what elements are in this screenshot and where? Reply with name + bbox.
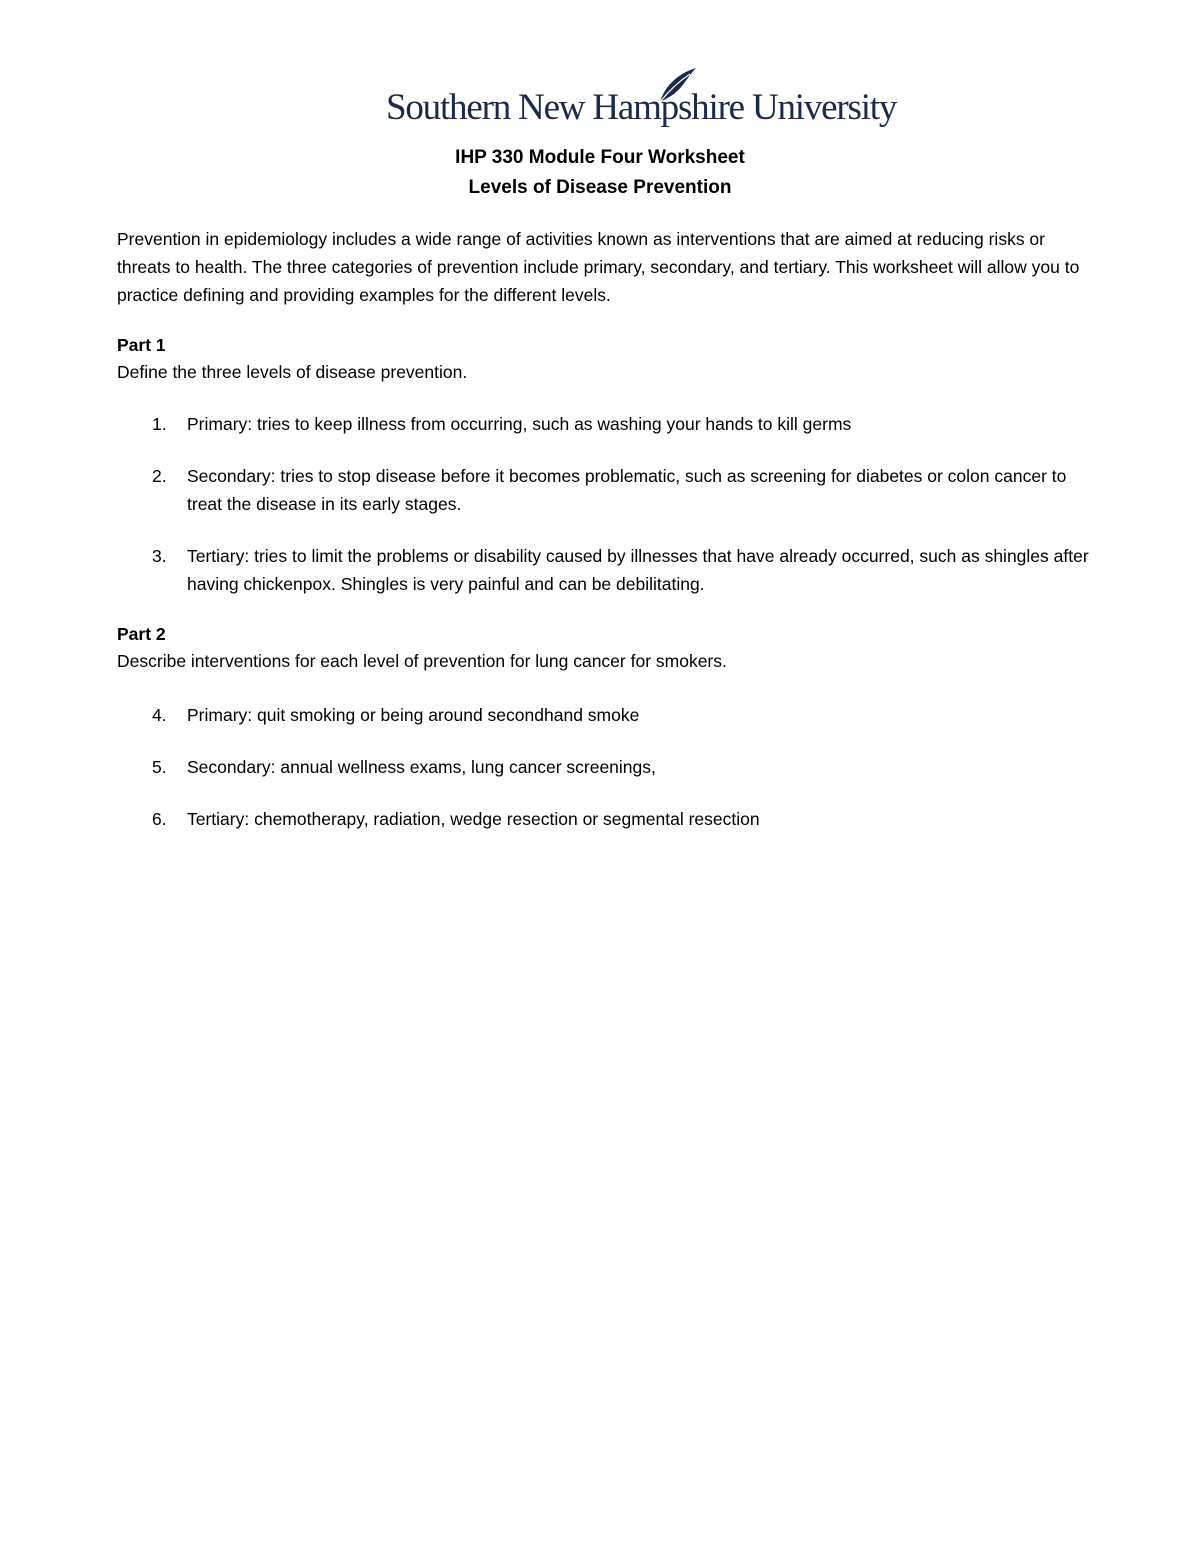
list-item-number: 5. xyxy=(152,757,167,777)
list-item-text: Tertiary: tries to limit the problems or disability caused by illnesses that have already occurred, such as shingles after having chickenpox. Shingles is very painful and can be debilitating. xyxy=(187,546,1089,594)
document-subtitle: Levels of Disease Prevention xyxy=(468,177,732,198)
list-item xyxy=(117,410,1097,438)
list-item-number: 2. xyxy=(152,466,167,486)
list-item-text: Secondary: annual wellness exams, lung cancer screenings, xyxy=(187,757,656,777)
list-item-text: Primary: tries to keep illness from occurring, such as washing your hands to kill germs xyxy=(187,414,852,434)
part2-instruction: Describe interventions for each level of prevention for lung cancer for smokers. xyxy=(117,651,727,671)
university-logo xyxy=(386,66,897,136)
part2-heading: Part 2 xyxy=(117,624,166,644)
list-item xyxy=(117,805,1097,833)
list-item-text: Secondary: tries to stop disease before it becomes problematic, such as screening for diabetes or colon cancer to treat the disease in its early stages. xyxy=(187,466,1067,514)
list-item-number: 6. xyxy=(152,809,167,829)
list-item xyxy=(117,701,1097,729)
list-item-text: Primary: quit smoking or being around secondhand smoke xyxy=(187,705,640,725)
list-item-number: 3. xyxy=(152,546,167,566)
document-title: IHP 330 Module Four Worksheet xyxy=(455,147,745,168)
part2-list xyxy=(117,701,1097,857)
list-item xyxy=(117,462,1097,518)
list-item-number: 4. xyxy=(152,705,167,725)
title-block xyxy=(0,143,1200,203)
list-item-text: Tertiary: chemotherapy, radiation, wedge resection or segmental resection xyxy=(187,809,760,829)
logo-wordmark: Southern New Hampshire University xyxy=(386,87,897,128)
intro-paragraph: Prevention in epidemiology includes a wide range of activities known as interventions that are aimed at reducing risks or threats to health. The three categories of prevention include primary, secondary, and tertiary. This worksheet will allow you to practice defining and providing examples for the different levels. xyxy=(117,229,1080,305)
part1-heading: Part 1 xyxy=(117,335,166,355)
list-item xyxy=(117,542,1097,598)
list-item xyxy=(117,753,1097,781)
list-item-number: 1. xyxy=(152,414,167,434)
part1-instruction: Define the three levels of disease prevention. xyxy=(117,362,468,382)
part1-list xyxy=(117,410,1097,622)
